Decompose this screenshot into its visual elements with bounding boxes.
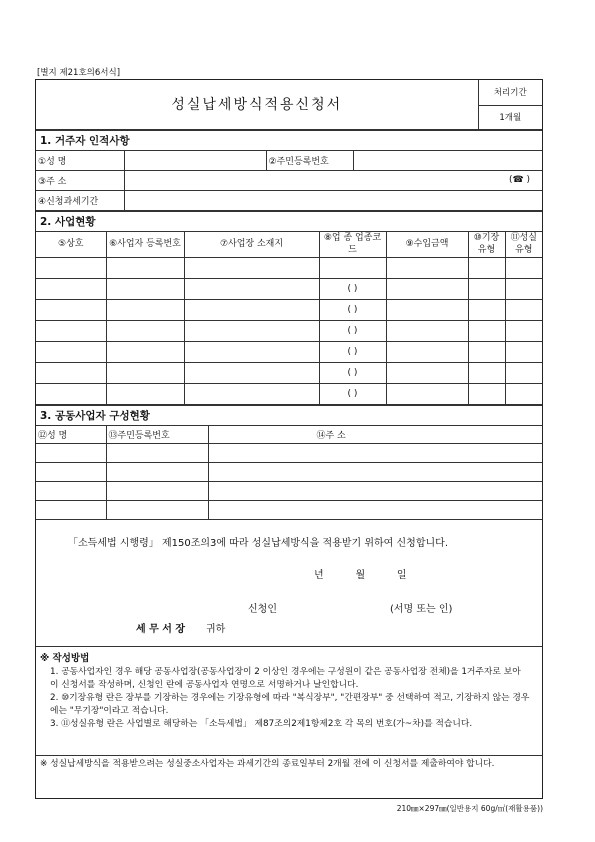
partner-row bbox=[36, 500, 542, 519]
processing-period-value: 1개월 bbox=[478, 105, 542, 129]
business-reg-number-header: ⑥사업자 등록번호 bbox=[106, 231, 184, 257]
business-row bbox=[36, 257, 542, 278]
industry-code-cell[interactable]: ( ) bbox=[319, 341, 386, 362]
business-cell[interactable] bbox=[36, 383, 106, 404]
business-cell[interactable] bbox=[505, 383, 542, 404]
name-label: ①성 명 bbox=[36, 150, 124, 170]
partner-name-header: ⑫성 명 bbox=[36, 425, 106, 443]
industry-code-header: ⑧업 종 업종코드 bbox=[319, 231, 386, 257]
partner-cell[interactable] bbox=[106, 462, 208, 481]
partner-cell[interactable] bbox=[106, 481, 208, 500]
address-label: ③주 소 bbox=[36, 170, 124, 190]
business-cell[interactable] bbox=[468, 278, 505, 299]
address-field[interactable] bbox=[124, 170, 542, 190]
business-cell[interactable] bbox=[386, 278, 468, 299]
partner-cell[interactable] bbox=[106, 443, 208, 462]
section3-table bbox=[36, 405, 542, 520]
section1-heading: 1. 거주자 인적사항 bbox=[36, 130, 542, 150]
business-cell[interactable] bbox=[36, 278, 106, 299]
business-cell[interactable] bbox=[184, 341, 319, 362]
recipient-tax-office: 세 무 서 장 bbox=[136, 623, 186, 635]
section3-heading: 3. 공동사업자 구성현황 bbox=[36, 405, 542, 425]
business-cell[interactable] bbox=[386, 320, 468, 341]
business-cell[interactable] bbox=[505, 278, 542, 299]
revenue-header: ⑨수입금액 bbox=[386, 231, 468, 257]
business-cell[interactable] bbox=[386, 362, 468, 383]
business-row bbox=[36, 383, 542, 404]
partner-cell[interactable] bbox=[208, 500, 542, 519]
business-cell[interactable] bbox=[36, 299, 106, 320]
business-cell[interactable] bbox=[505, 341, 542, 362]
applicant-label: 신청인 bbox=[248, 603, 277, 615]
form-frame bbox=[35, 79, 543, 799]
business-cell[interactable] bbox=[36, 320, 106, 341]
business-cell[interactable] bbox=[184, 320, 319, 341]
business-cell[interactable] bbox=[505, 299, 542, 320]
period-field[interactable] bbox=[124, 190, 542, 210]
business-cell[interactable] bbox=[184, 278, 319, 299]
business-cell[interactable] bbox=[468, 299, 505, 320]
business-cell[interactable] bbox=[184, 362, 319, 383]
form-number-label: [별지 제21호의6서식] bbox=[37, 68, 121, 78]
business-row bbox=[36, 362, 542, 383]
sincerity-type-header: ⑪성실 유형 bbox=[505, 231, 542, 257]
business-row bbox=[36, 299, 542, 320]
paper-size-note: 210㎜×297㎜(일반용지 60g/㎡(재활용품)) bbox=[396, 804, 543, 813]
partner-rrn-header: ⑬주민등록번호 bbox=[106, 425, 208, 443]
phone-icon-field: (☎ ) bbox=[508, 175, 531, 185]
declaration-text: 「소득세법 시행령」 제150조의3에 따라 성실납세방식을 적용받기 위하여 신청합니다. bbox=[68, 537, 448, 549]
business-location-header: ⑦사업장 소재지 bbox=[184, 231, 319, 257]
business-cell[interactable] bbox=[386, 341, 468, 362]
partner-row bbox=[36, 443, 542, 462]
recipient-honorific: 귀하 bbox=[206, 623, 226, 635]
partner-cell[interactable] bbox=[36, 462, 106, 481]
business-cell[interactable] bbox=[468, 341, 505, 362]
business-cell[interactable] bbox=[505, 362, 542, 383]
business-row bbox=[36, 320, 542, 341]
industry-code-cell[interactable]: ( ) bbox=[319, 320, 386, 341]
partner-cell[interactable] bbox=[36, 481, 106, 500]
business-cell[interactable] bbox=[505, 257, 542, 278]
partner-row bbox=[36, 462, 542, 481]
business-cell[interactable] bbox=[106, 299, 184, 320]
declaration-area bbox=[36, 520, 542, 647]
business-cell[interactable] bbox=[106, 383, 184, 404]
business-cell[interactable] bbox=[468, 383, 505, 404]
partner-cell[interactable] bbox=[36, 500, 106, 519]
rrn-label: ②주민등록번호 bbox=[266, 150, 353, 170]
industry-code-cell[interactable]: ( ) bbox=[319, 383, 386, 404]
business-cell[interactable] bbox=[36, 362, 106, 383]
business-cell[interactable] bbox=[184, 257, 319, 278]
business-cell[interactable] bbox=[468, 320, 505, 341]
partner-cell[interactable] bbox=[36, 443, 106, 462]
trade-name-header: ⑤상호 bbox=[36, 231, 106, 257]
signature-field[interactable]: (서명 또는 인) bbox=[390, 603, 453, 615]
bookkeeping-type-header: ⑩기장 유형 bbox=[468, 231, 505, 257]
partner-cell[interactable] bbox=[208, 443, 542, 462]
period-label: ④신청과세기간 bbox=[36, 190, 124, 210]
business-cell[interactable] bbox=[468, 257, 505, 278]
business-cell[interactable] bbox=[386, 299, 468, 320]
title-table bbox=[36, 80, 542, 130]
business-cell[interactable] bbox=[106, 278, 184, 299]
business-cell[interactable] bbox=[106, 341, 184, 362]
business-cell[interactable] bbox=[106, 362, 184, 383]
partner-row bbox=[36, 481, 542, 500]
name-field[interactable] bbox=[124, 150, 266, 170]
instruction-item: 3. ⑪성실유형 란은 사업별로 해당하는 「소득세법」 제87조의2제1항제2호 각 목의 번호(가~차)를 적습니다. bbox=[50, 718, 473, 729]
business-cell[interactable] bbox=[36, 341, 106, 362]
business-cell[interactable] bbox=[36, 257, 106, 278]
industry-code-cell[interactable]: ( ) bbox=[319, 299, 386, 320]
industry-code-cell[interactable] bbox=[319, 257, 386, 278]
processing-period-label: 처리기간 bbox=[478, 80, 542, 105]
industry-code-cell[interactable]: ( ) bbox=[319, 278, 386, 299]
section1-table bbox=[36, 130, 542, 211]
instructions-area bbox=[36, 647, 542, 756]
business-row bbox=[36, 278, 542, 299]
business-cell[interactable] bbox=[184, 299, 319, 320]
form-title: 성실납세방식적용신청서 bbox=[36, 80, 478, 129]
industry-code-cell[interactable]: ( ) bbox=[319, 362, 386, 383]
partner-address-header: ⑭주 소 bbox=[208, 425, 542, 443]
section2-heading: 2. 사업현황 bbox=[36, 211, 542, 231]
business-row bbox=[36, 341, 542, 362]
business-cell[interactable] bbox=[386, 383, 468, 404]
instruction-item: 2. ⑩기장유형 란은 장부를 기장하는 경우에는 기장유형에 따라 "복식장부", "간편장부" 중 선택하여 적고, 기장하지 않는 경우에는 "무기장"이라고 적습니다. bbox=[50, 692, 530, 716]
footnote: ※ 성실납세방식을 적용받으려는 성실중소사업자는 과세기간의 종료일부터 2개월 전에 이 신청서를 제출하여야 합니다. bbox=[40, 758, 495, 769]
partner-cell[interactable] bbox=[106, 500, 208, 519]
instruction-item: 1. 공동사업자인 경우 해당 공동사업장(공동사업장이 2 이상인 경우에는 구성원이 같은 공동사업장 전체)을 1거주자로 보아 이 신청서를 작성하며, 신청인 란에 공동사업자 연명으로 서명하거나 날인합니다. bbox=[50, 666, 521, 690]
partner-cell[interactable] bbox=[208, 462, 542, 481]
business-cell[interactable] bbox=[468, 362, 505, 383]
business-cell[interactable] bbox=[106, 320, 184, 341]
date-line[interactable]: 년 월 일 bbox=[314, 569, 407, 581]
business-cell[interactable] bbox=[106, 257, 184, 278]
instructions-heading: ※ 작성방법 bbox=[40, 652, 90, 664]
business-cell[interactable] bbox=[184, 383, 319, 404]
business-cell[interactable] bbox=[386, 257, 468, 278]
business-cell[interactable] bbox=[505, 320, 542, 341]
section2-table bbox=[36, 211, 542, 405]
rrn-field[interactable] bbox=[353, 150, 542, 170]
partner-cell[interactable] bbox=[208, 481, 542, 500]
